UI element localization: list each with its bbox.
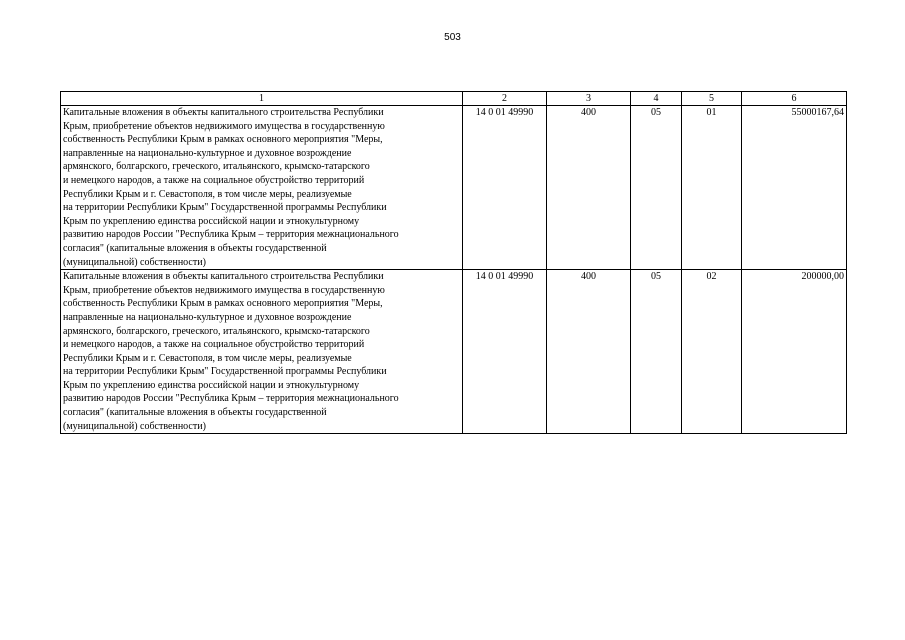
- expense-name-cell: [61, 106, 463, 270]
- expense-name-line: и немецкого народов, а также на социальное обустройство территорий: [63, 339, 365, 351]
- target-code-cell: 14 0 01 49990: [463, 106, 547, 270]
- column-number-6: 6: [742, 92, 847, 106]
- expense-name-cell: [61, 270, 463, 434]
- section-cell: 05: [631, 270, 682, 434]
- expense-name-line: развитию народов России "Республика Крым – территория межнационального: [63, 229, 399, 241]
- expense-name-line: направленные на национально-культурное и духовное возрождение: [63, 147, 352, 159]
- amount-cell: 55000167,64: [742, 106, 847, 270]
- column-number-3: 3: [547, 92, 631, 106]
- column-number-5: 5: [682, 92, 742, 106]
- page-number: 503: [444, 32, 461, 43]
- budget-table: [60, 91, 847, 434]
- column-number-1: 1: [61, 92, 463, 106]
- expense-name-line: согласия" (капитальные вложения в объекты государственной: [63, 242, 327, 254]
- expense-name-line: и немецкого народов, а также на социальное обустройство территорий: [63, 174, 365, 186]
- expense-type-cell: 400: [547, 106, 631, 270]
- expense-name-line: направленные на национально-культурное и духовное возрождение: [63, 311, 352, 323]
- expense-name-line: Крым, приобретение объектов недвижимого имущества в государственную: [63, 120, 385, 132]
- expense-name-line: Республики Крым и г. Севастополя, в том числе меры, реализуемые: [63, 352, 352, 364]
- expense-name-line: собственность Республики Крым в рамках основного мероприятия "Меры,: [63, 134, 383, 146]
- expense-name-line: (муниципальной) собственности): [63, 420, 206, 432]
- expense-name-line: Капитальные вложения в объекты капитального строительства Республики: [63, 271, 384, 283]
- table-row: [61, 106, 847, 270]
- expense-name-line: Крым по укреплению единства российской нации и этнокультурному: [63, 215, 360, 227]
- subsection-cell: 01: [682, 106, 742, 270]
- expense-name-line: на территории Республики Крым" Государственной программы Республики: [63, 366, 387, 378]
- expense-type-cell: 400: [547, 270, 631, 434]
- column-number-row: [61, 92, 847, 106]
- expense-name-line: армянского, болгарского, греческого, итальянского, крымско-татарского: [63, 161, 370, 173]
- amount-cell: 200000,00: [742, 270, 847, 434]
- target-code-cell: 14 0 01 49990: [463, 270, 547, 434]
- expense-name-line: собственность Республики Крым в рамках основного мероприятия "Меры,: [63, 298, 383, 310]
- expense-name-line: Крым по укреплению единства российской нации и этнокультурному: [63, 379, 360, 391]
- column-number-2: 2: [463, 92, 547, 106]
- expense-name-line: развитию народов России "Республика Крым – территория межнационального: [63, 393, 399, 405]
- expense-name-line: Капитальные вложения в объекты капитального строительства Республики: [63, 107, 384, 118]
- column-number-4: 4: [631, 92, 682, 106]
- expense-name-line: Республики Крым и г. Севастополя, в том числе меры, реализуемые: [63, 188, 352, 200]
- expense-name-line: армянского, болгарского, греческого, итальянского, крымско-татарского: [63, 325, 370, 337]
- expense-name-line: на территории Республики Крым" Государственной программы Республики: [63, 202, 387, 214]
- section-cell: 05: [631, 106, 682, 270]
- expense-name-line: (муниципальной) собственности): [63, 256, 206, 268]
- table-row: [61, 270, 847, 434]
- expense-name-line: Крым, приобретение объектов недвижимого имущества в государственную: [63, 284, 385, 296]
- expense-name-line: согласия" (капитальные вложения в объекты государственной: [63, 407, 327, 419]
- subsection-cell: 02: [682, 270, 742, 434]
